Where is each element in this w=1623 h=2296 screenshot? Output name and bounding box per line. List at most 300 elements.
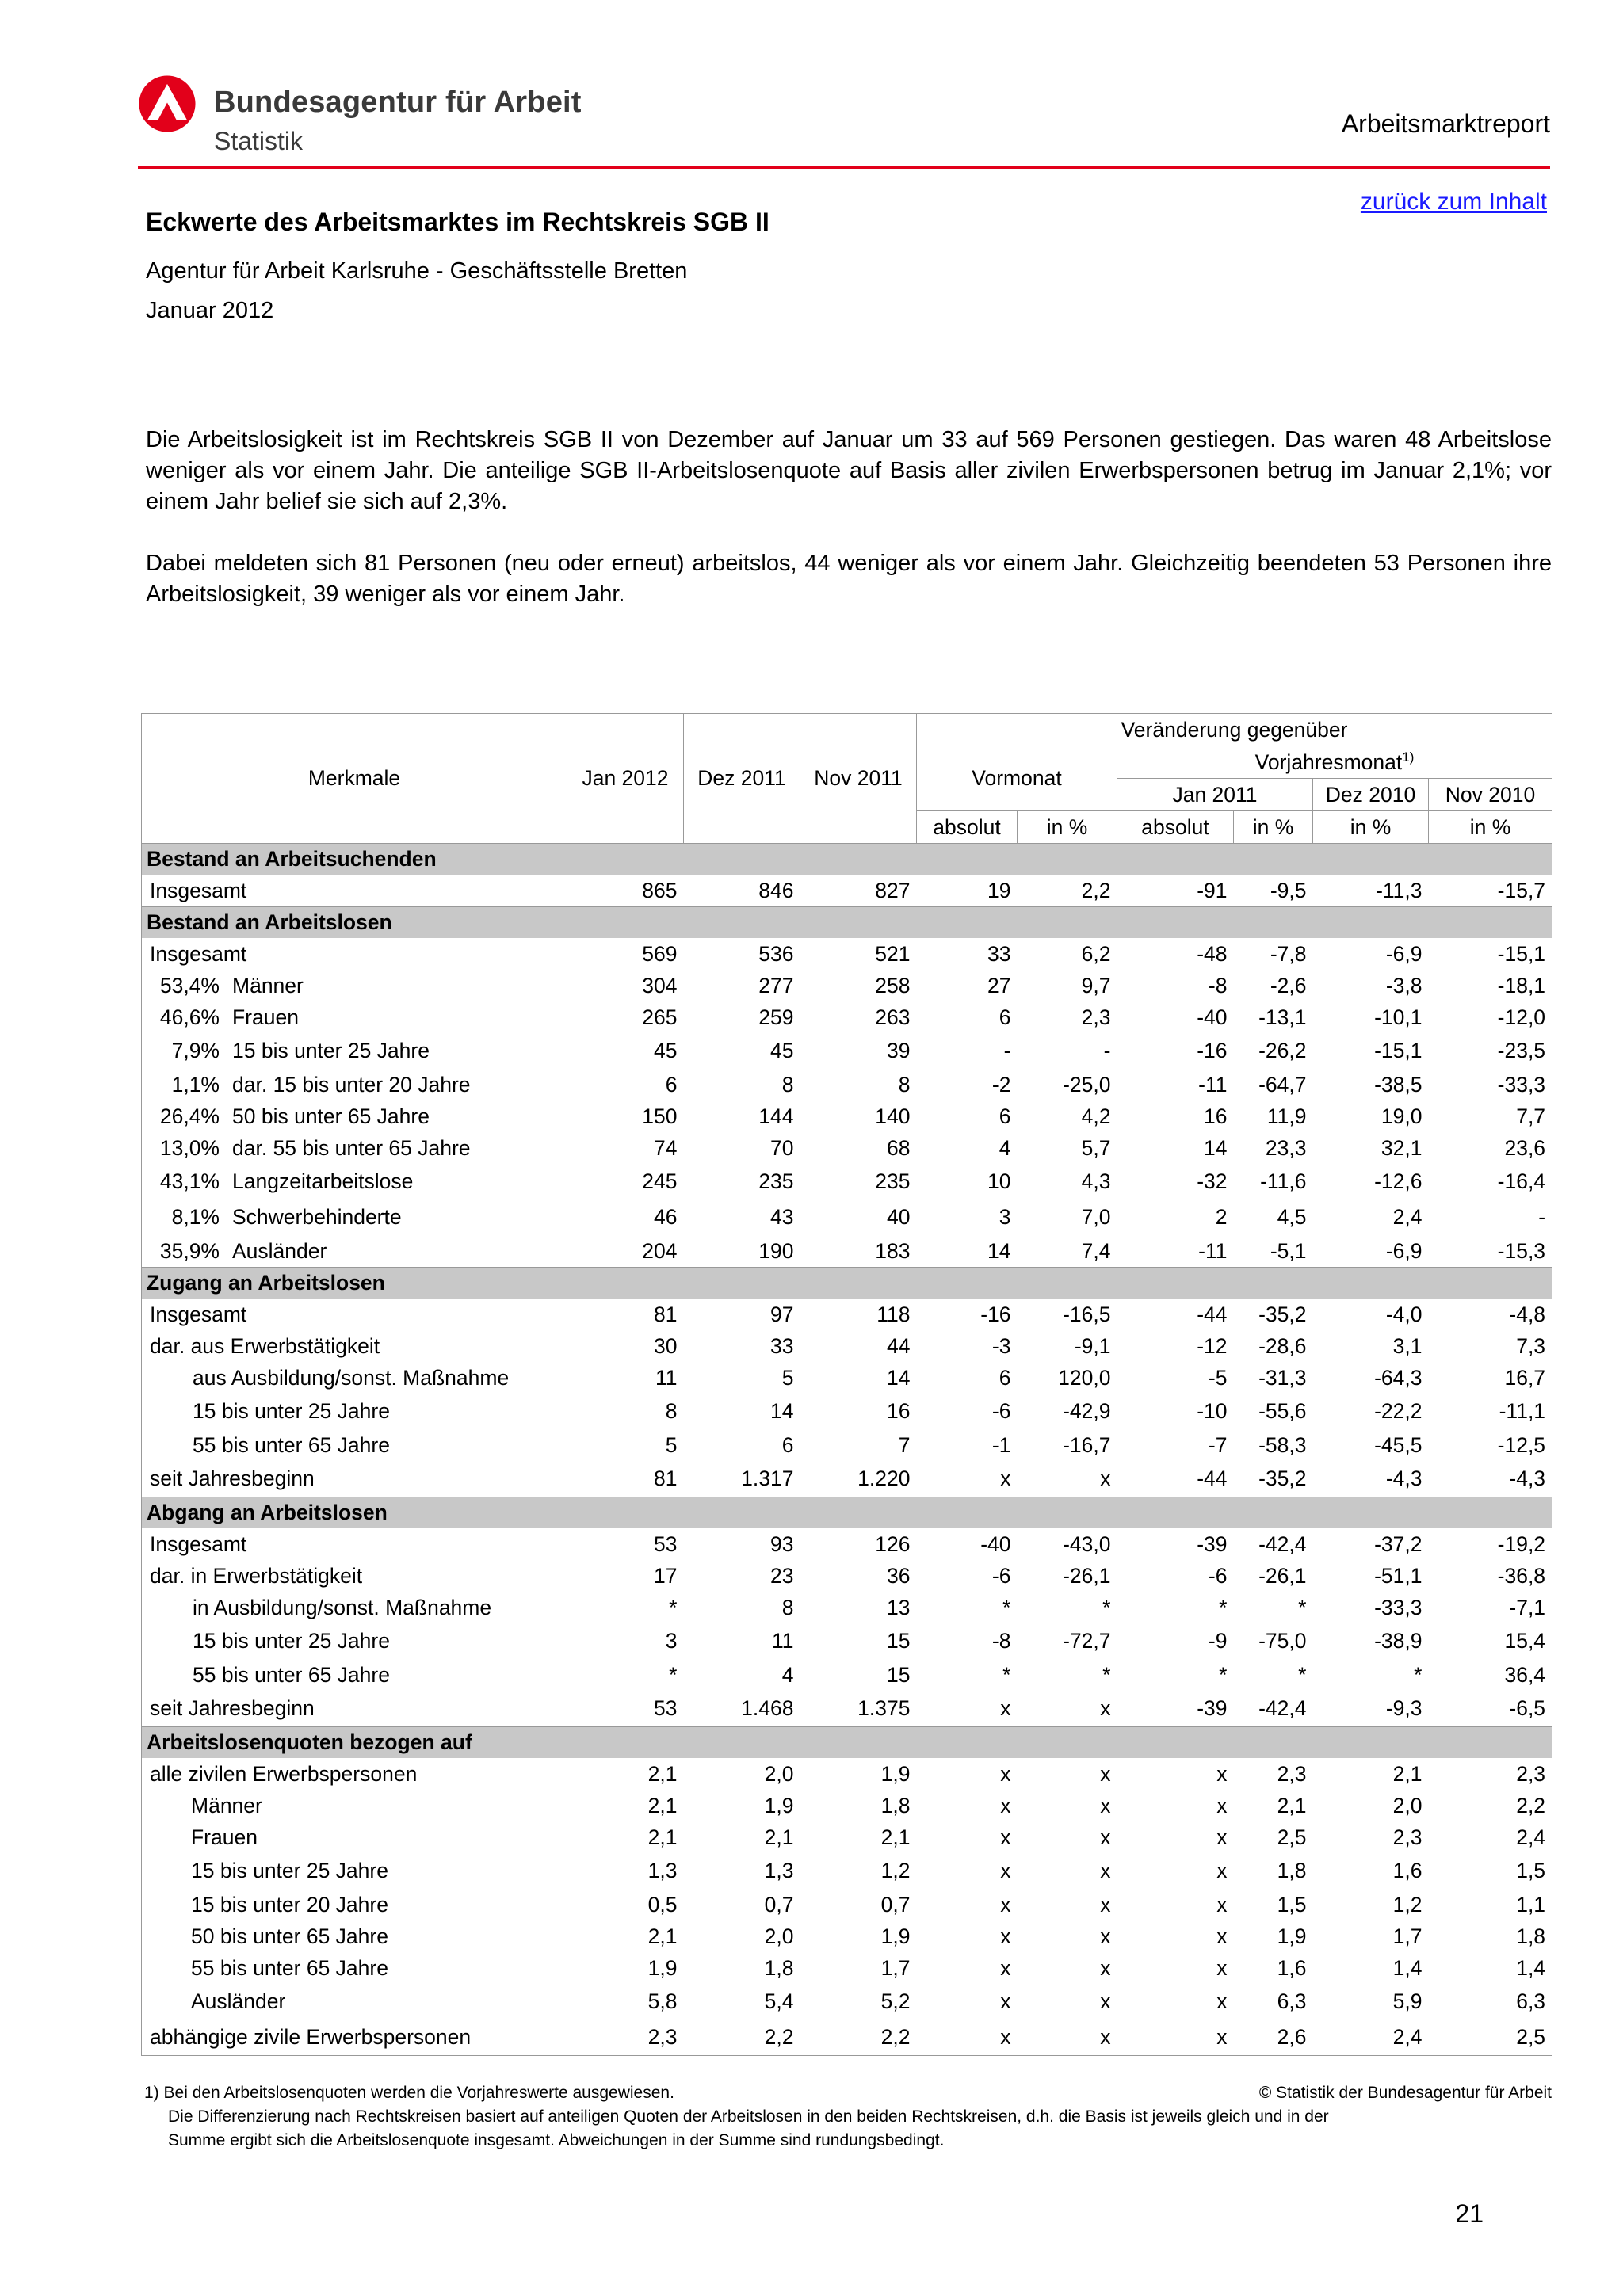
row-label: 15 bis unter 25 Jahre: [232, 1039, 430, 1062]
back-to-contents-link[interactable]: zurück zum Inhalt: [1360, 189, 1547, 215]
table-cell: -16,5: [1063, 1302, 1111, 1326]
table-cell: *: [1002, 1595, 1011, 1619]
row-label: 15 bis unter 20 Jahre: [191, 1892, 388, 1917]
table-cell: 5,9: [1392, 1989, 1423, 2013]
table-cell: -6: [991, 1563, 1011, 1588]
col-header-inpct: in %: [1234, 811, 1313, 844]
table-cell: -48: [1197, 941, 1228, 966]
table-cell: 43: [770, 1205, 794, 1229]
table-cell: x: [1216, 1955, 1228, 1980]
table-cell: 39: [887, 1039, 911, 1062]
table-cell: -7: [1208, 1432, 1228, 1457]
table-cell: 11: [655, 1365, 678, 1390]
table-cell: *: [1298, 1595, 1307, 1619]
row-label-cell: [142, 1033, 567, 1069]
table-cell: 1,3: [647, 1859, 678, 1882]
section-title: Bestand an Arbeitslosen: [142, 907, 567, 939]
section-header-row: [142, 907, 1552, 939]
summary-paragraph-2: Dabei meldeten sich 81 Personen (neu oder erneut) arbeitslos, 44 weniger als vor einem Jahr. Gleichzeitig beendeten 53 Personen ihre Arbeitslosigkeit, 39 weniger als vor einem Jahr.: [146, 551, 1552, 607]
table-cell: -11: [1198, 1072, 1228, 1097]
table-cell: *: [669, 1595, 678, 1619]
table-row: [142, 1853, 1552, 1889]
table-cell: 53: [654, 1696, 678, 1720]
table-cell: 1,8: [880, 1793, 911, 1817]
table-cell: 8: [781, 1072, 794, 1097]
page-header: [138, 74, 1550, 170]
table-cell: 1.317: [741, 1466, 794, 1490]
row-share-pct: 43,1%: [159, 1169, 220, 1193]
row-label: 50 bis unter 65 Jahre: [191, 1924, 388, 1948]
table-cell: 2,2: [684, 2019, 800, 2056]
table-cell: 865: [642, 878, 678, 902]
table-row: [142, 1592, 1552, 1623]
col-header-jan2011: Jan 2011: [1117, 779, 1313, 811]
table-cell: -5: [1208, 1365, 1228, 1390]
table-cell: 27: [987, 973, 1011, 997]
table-cell: 36: [887, 1563, 911, 1588]
row-label-cell: [142, 1199, 567, 1235]
table-cell: -16,4: [1429, 1164, 1552, 1199]
row-label-cell: [142, 1069, 567, 1100]
table-cell: x: [917, 2019, 1018, 2056]
table-cell: 15,4: [1429, 1623, 1552, 1659]
table-cell: 521: [875, 941, 911, 966]
table-cell: -10,1: [1374, 1005, 1423, 1029]
row-label: 55 bis unter 65 Jahre: [193, 1432, 390, 1457]
page-number: 21: [1455, 2199, 1484, 2228]
org-name: Bundesagentur für Arbeit: [214, 86, 582, 119]
table-row: [142, 1758, 1552, 1790]
table-cell: 5,8: [647, 1989, 678, 2013]
header-rule: [138, 166, 1550, 169]
table-cell: x: [1100, 1793, 1111, 1817]
table-row: [142, 1920, 1552, 1952]
table-cell: 6: [999, 1005, 1011, 1029]
table-cell: -15,3: [1429, 1235, 1552, 1268]
table-cell: 235: [758, 1169, 794, 1193]
row-label-cell: [142, 1299, 567, 1330]
row-label: dar. 15 bis unter 20 Jahre: [232, 1072, 471, 1097]
table-cell: 93: [770, 1531, 794, 1556]
table-cell: 2,1: [764, 1825, 794, 1849]
table-cell: -3,8: [1385, 973, 1423, 997]
table-cell: 45: [770, 1039, 794, 1062]
section-title: Abgang an Arbeitslosen: [142, 1497, 567, 1529]
table-cell: 23,6: [1429, 1132, 1552, 1164]
table-cell: -12,0: [1429, 1001, 1552, 1033]
table-cell: 1,8: [764, 1955, 794, 1980]
table-cell: 14: [770, 1399, 794, 1423]
table-cell: -6: [991, 1399, 1011, 1423]
col-header-dez2011: Dez 2011: [684, 714, 800, 844]
table-cell: 2,2: [1429, 1790, 1552, 1821]
table-cell: -40: [980, 1531, 1011, 1556]
table-cell: 126: [875, 1531, 911, 1556]
table-cell: 2,5: [1277, 1825, 1307, 1849]
table-cell: 204: [642, 1238, 678, 1263]
table-cell: 2,4: [1429, 1821, 1552, 1853]
table-cell: *: [1298, 1662, 1307, 1687]
table-row: [142, 1199, 1552, 1235]
row-label: 15 bis unter 25 Jahre: [193, 1399, 390, 1423]
table-cell: 1,8: [1429, 1920, 1552, 1952]
table-cell: 0,7: [880, 1892, 911, 1917]
section-fill: [567, 844, 1552, 875]
table-cell: 14: [987, 1238, 1011, 1263]
table-cell: 150: [642, 1104, 678, 1128]
table-cell: 118: [876, 1302, 911, 1326]
row-label: 50 bis unter 65 Jahre: [232, 1104, 430, 1128]
footnote-2: Die Differenzierung nach Rechtskreisen basiert auf anteiligen Quoten der Arbeitslosen in den beiden Rechtskreisen, d.h. die Basis ist jeweils gleich und in der: [168, 2107, 1329, 2126]
table-cell: x: [1100, 1924, 1111, 1948]
row-label-cell: [142, 875, 567, 907]
page-title: Eckwerte des Arbeitsmarktes im Rechtskreis SGB II: [146, 208, 769, 236]
section-fill: [567, 1727, 1552, 1759]
table-cell: -7,1: [1429, 1592, 1552, 1623]
table-cell: 6: [665, 1072, 678, 1097]
table-cell: 36,4: [1429, 1659, 1552, 1691]
table-cell: 2,0: [764, 1761, 794, 1786]
row-label: alle zivilen Erwerbspersonen: [150, 1761, 418, 1786]
table-cell: -1: [991, 1432, 1011, 1457]
table-cell: 1,7: [880, 1955, 911, 1980]
table-cell: x: [1100, 1955, 1111, 1980]
table-row: [142, 1461, 1552, 1497]
table-cell: -12: [1197, 1333, 1228, 1358]
table-cell: -16,7: [1063, 1432, 1111, 1457]
table-cell: 7,7: [1429, 1100, 1552, 1132]
table-cell: 15: [887, 1629, 911, 1653]
table-cell: x: [1100, 1825, 1111, 1849]
row-label-cell: [142, 970, 567, 1001]
table-cell: 263: [875, 1005, 911, 1029]
table-cell: -6,9: [1385, 941, 1423, 966]
table-cell: x: [1000, 1793, 1011, 1817]
table-cell: 1,9: [647, 1955, 678, 1980]
row-label: seit Jahresbeginn: [150, 1466, 315, 1490]
table-cell: 827: [875, 878, 911, 902]
table-cell: 3,1: [1392, 1333, 1423, 1358]
table-cell: 6: [999, 1104, 1011, 1128]
table-cell: -39: [1197, 1531, 1228, 1556]
table-cell: 70: [770, 1135, 794, 1160]
table-cell: 33: [987, 941, 1011, 966]
table-cell: -16: [1197, 1039, 1228, 1062]
table-cell: 2,0: [1392, 1793, 1423, 1817]
row-label-cell: [142, 1132, 567, 1164]
section-header-row: [142, 1727, 1552, 1759]
row-label: Langzeitarbeitslose: [232, 1169, 414, 1193]
table-cell: -91: [1197, 878, 1228, 902]
table-cell: x: [1000, 1825, 1011, 1849]
table-cell: x: [1216, 1793, 1228, 1817]
table-row: [142, 970, 1552, 1001]
table-cell: -35,2: [1258, 1466, 1307, 1490]
summary-paragraph-1: Die Arbeitslosigkeit ist im Rechtskreis SGB II von Dezember auf Januar um 33 auf 569 Personen gestiegen. Das waren 48 Arbeitslose weniger als vor einem Jahr. Die anteilige SGB II-Arbeitslosenquote auf Basis aller zivilen Erwerbspersonen betrug im Januar 2,1%; vor einem Jahr belief sie sich auf 2,3%.: [146, 427, 1552, 514]
row-label: Frauen: [191, 1825, 258, 1849]
col-header-absolut: absolut: [1117, 811, 1234, 844]
table-cell: -: [1003, 1039, 1011, 1062]
table-cell: 16: [1204, 1104, 1228, 1128]
row-label-cell: [142, 1429, 567, 1461]
col-header-jan2012: Jan 2012: [567, 714, 684, 844]
table-cell: 1,5: [1277, 1892, 1307, 1917]
table-cell: x: [1100, 1989, 1111, 2013]
table-cell: 74: [654, 1135, 678, 1160]
row-share-pct: 53,4%: [159, 973, 220, 997]
row-label: abhängige zivile Erwerbspersonen: [150, 2025, 472, 2049]
table-cell: 245: [642, 1169, 678, 1193]
table-cell: -26,1: [1063, 1563, 1111, 1588]
table-cell: 11,9: [1266, 1104, 1307, 1128]
table-cell: 7: [898, 1432, 911, 1457]
row-label: Männer: [232, 973, 304, 997]
table-cell: *: [669, 1662, 678, 1687]
table-cell: 2,4: [1313, 2019, 1429, 2056]
footnote-1: 1) Bei den Arbeitslosenquoten werden die Vorjahreswerte ausgewiesen.: [144, 2084, 674, 2102]
table-cell: -18,1: [1429, 970, 1552, 1001]
table-cell: -28,6: [1258, 1333, 1307, 1358]
table-cell: 140: [875, 1104, 911, 1128]
row-label: Männer: [191, 1793, 262, 1817]
table-cell: 16: [887, 1399, 911, 1423]
table-cell: -40: [1197, 1005, 1228, 1029]
table-cell: 2,2: [800, 2019, 917, 2056]
table-cell: 1.220: [857, 1466, 911, 1490]
table-row: [142, 1033, 1552, 1069]
row-label: 55 bis unter 65 Jahre: [191, 1955, 388, 1980]
table-cell: -12,6: [1374, 1169, 1423, 1193]
table-cell: -9,1: [1074, 1333, 1111, 1358]
table-cell: 2,0: [764, 1924, 794, 1948]
section-fill: [567, 1268, 1552, 1299]
table-cell: 97: [770, 1302, 794, 1326]
table-cell: -11,1: [1429, 1394, 1552, 1429]
date-subtitle: Januar 2012: [146, 298, 274, 323]
row-label: 55 bis unter 65 Jahre: [193, 1662, 390, 1687]
row-share-pct: 13,0%: [159, 1135, 220, 1160]
table-cell: -25,0: [1063, 1072, 1111, 1097]
table-row: [142, 1691, 1552, 1727]
table-cell: 2,2: [1081, 878, 1111, 902]
table-cell: 40: [887, 1205, 911, 1229]
report-title: Arbeitsmarktreport: [1341, 109, 1550, 138]
ba-logo-icon: [138, 74, 197, 133]
table-cell: 1,2: [880, 1859, 911, 1882]
row-label-cell: [142, 1952, 567, 1984]
table-cell: 120,0: [1058, 1365, 1111, 1390]
table-cell: 1.375: [857, 1696, 911, 1720]
table-row: [142, 1528, 1552, 1560]
table-cell: -19,2: [1429, 1528, 1552, 1560]
row-label: dar. 55 bis unter 65 Jahre: [232, 1135, 471, 1160]
col-header-nov2011: Nov 2011: [800, 714, 917, 844]
table-cell: *: [1002, 1662, 1011, 1687]
table-cell: -9,3: [1385, 1696, 1423, 1720]
table-cell: 8: [781, 1595, 794, 1619]
table-cell: 68: [887, 1135, 911, 1160]
col-header-merkmale: Merkmale: [142, 714, 567, 844]
table-cell: -45,5: [1374, 1432, 1423, 1457]
table-cell: 4: [999, 1135, 1011, 1160]
table-cell: 81: [654, 1466, 678, 1490]
table-cell: -26,2: [1258, 1039, 1307, 1062]
row-share-pct: 46,6%: [159, 1005, 220, 1029]
row-share-pct: 35,9%: [159, 1238, 220, 1263]
table-cell: 5: [781, 1365, 794, 1390]
table-cell: -11,6: [1260, 1169, 1307, 1193]
table-cell: x: [1216, 1924, 1228, 1948]
table-cell: 144: [758, 1104, 794, 1128]
table-cell: -22,2: [1374, 1399, 1423, 1423]
table-cell: -6,9: [1385, 1238, 1423, 1263]
table-cell: 259: [758, 1005, 794, 1029]
table-cell: 45: [654, 1039, 678, 1062]
table-cell: -9,5: [1270, 878, 1307, 902]
table-cell: 2,1: [1277, 1793, 1307, 1817]
row-label: 15 bis unter 25 Jahre: [193, 1629, 390, 1653]
table-row: [142, 1889, 1552, 1920]
table-cell: x: [1216, 1761, 1228, 1786]
table-cell: -2: [991, 1072, 1011, 1097]
table-cell: 1,1: [1429, 1889, 1552, 1920]
table-cell: -42,4: [1258, 1696, 1307, 1720]
row-label: Insgesamt: [150, 941, 247, 966]
table-cell: 1.468: [741, 1696, 794, 1720]
col-header-vormonat: Vormonat: [917, 746, 1117, 811]
table-cell: -5,1: [1270, 1238, 1307, 1263]
table-cell: 30: [654, 1333, 678, 1358]
table-cell: 19: [987, 878, 1011, 902]
table-cell: 0,7: [764, 1892, 794, 1917]
table-cell: x: [1216, 1989, 1228, 2013]
table-cell: -36,8: [1429, 1560, 1552, 1592]
col-header-inpct: in %: [1429, 811, 1552, 844]
table-cell: x: [1000, 1466, 1011, 1490]
table-row: [142, 1659, 1552, 1691]
table-row: [142, 1623, 1552, 1659]
table-cell: 1,6: [1392, 1859, 1423, 1882]
table-cell: -7,8: [1270, 941, 1307, 966]
table-cell: x: [1000, 1859, 1011, 1882]
row-label-cell: [142, 1362, 567, 1394]
table-cell: 2,1: [647, 1793, 678, 1817]
table-cell: -51,1: [1374, 1563, 1423, 1588]
table-cell: 1,6: [1277, 1955, 1307, 1980]
table-cell: 2,3: [1392, 1825, 1423, 1849]
table-cell: x: [1000, 1924, 1011, 1948]
table-cell: 304: [642, 973, 678, 997]
table-cell: 10: [987, 1169, 1011, 1193]
row-label-cell: [142, 1100, 567, 1132]
table-cell: 1,9: [880, 1924, 911, 1948]
table-cell: 1,4: [1429, 1952, 1552, 1984]
table-cell: 81: [654, 1302, 678, 1326]
table-cell: -31,3: [1258, 1365, 1307, 1390]
table-cell: -64,3: [1374, 1365, 1423, 1390]
table-cell: -15,1: [1429, 938, 1552, 970]
table-cell: -3: [991, 1333, 1011, 1358]
table-cell: -6,5: [1429, 1691, 1552, 1727]
col-header-dez2010: Dez 2010: [1313, 779, 1429, 811]
table-cell: -15,1: [1374, 1039, 1423, 1062]
table-row: [142, 1394, 1552, 1429]
table-row: [142, 1429, 1552, 1461]
table-cell: 4: [781, 1662, 794, 1687]
table-cell: 0,5: [647, 1892, 678, 1917]
table-cell: 11: [771, 1629, 794, 1653]
table-row: [142, 1069, 1552, 1100]
table-cell: -4,8: [1429, 1299, 1552, 1330]
table-row: [142, 1001, 1552, 1033]
table-cell: 13: [887, 1595, 911, 1619]
table-cell: -10: [1197, 1399, 1228, 1423]
table-cell: -26,1: [1258, 1563, 1307, 1588]
col-header-nov2010: Nov 2010: [1429, 779, 1552, 811]
row-label: Ausländer: [191, 1989, 286, 2013]
row-label-cell: [142, 1164, 567, 1199]
col-header-inpct: in %: [1018, 811, 1117, 844]
table-cell: 53: [654, 1531, 678, 1556]
table-cell: 2,4: [1392, 1205, 1423, 1229]
key-figures-table: [141, 713, 1552, 2056]
table-cell: 265: [642, 1005, 678, 1029]
table-cell: x: [1100, 1859, 1111, 1882]
table-cell: -11,3: [1376, 878, 1423, 902]
footnote-3: Summe ergibt sich die Arbeitslosenquote insgesamt. Abweichungen in der Summe sind rundungsbedingt.: [168, 2131, 945, 2149]
copyright-note: © Statistik der Bundesagentur für Arbeit: [1258, 2084, 1552, 2102]
table-cell: -42,4: [1258, 1531, 1307, 1556]
table-cell: -32: [1197, 1169, 1228, 1193]
row-label: in Ausbildung/sonst. Maßnahme: [193, 1595, 492, 1619]
table-cell: 2,1: [647, 1924, 678, 1948]
table-cell: *: [1102, 1662, 1111, 1687]
table-cell: 8: [898, 1072, 911, 1097]
table-cell: x: [1100, 1892, 1111, 1917]
table-cell: -38,9: [1374, 1629, 1423, 1653]
table-cell: 33: [770, 1333, 794, 1358]
section-title: Arbeitslosenquoten bezogen auf: [142, 1727, 567, 1759]
row-share-pct: 8,1%: [171, 1205, 220, 1229]
table-cell: -58,3: [1258, 1432, 1307, 1457]
row-label: seit Jahresbeginn: [150, 1696, 315, 1720]
table-cell: 7,3: [1429, 1330, 1552, 1362]
section-header-row: [142, 1497, 1552, 1529]
table-cell: *: [1102, 1595, 1111, 1619]
col-header-veraenderung: Veränderung gegenüber: [917, 714, 1552, 746]
table-cell: x: [1000, 1761, 1011, 1786]
row-label: Insgesamt: [150, 1531, 247, 1556]
table-cell: x: [1100, 1761, 1111, 1786]
table-cell: -4,3: [1429, 1461, 1552, 1497]
table-cell: x: [1018, 2019, 1117, 2056]
table-cell: 2,1: [647, 1825, 678, 1849]
table-cell: 7,0: [1081, 1205, 1111, 1229]
table-cell: 2,5: [1429, 2019, 1552, 2056]
row-label-cell: [142, 1330, 567, 1362]
table-cell: -38,5: [1374, 1072, 1423, 1097]
table-cell: 14: [887, 1365, 911, 1390]
table-cell: 6: [999, 1365, 1011, 1390]
table-row: [142, 2019, 1552, 2056]
footnote-marker: 1): [1402, 749, 1415, 765]
row-label-cell: [142, 1461, 567, 1497]
table-cell: 1,3: [764, 1859, 794, 1882]
section-fill: [567, 1497, 1552, 1529]
table-body: [142, 844, 1552, 2056]
col-header-absolut: absolut: [917, 811, 1018, 844]
table-cell: -35,2: [1258, 1302, 1307, 1326]
